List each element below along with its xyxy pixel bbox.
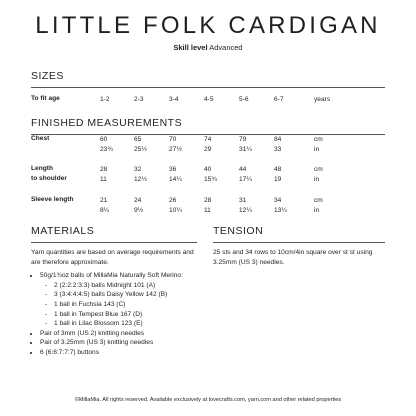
measurement-label: Length [31, 165, 53, 172]
cm-unit: cm [314, 166, 323, 173]
in-value: 13¼ [274, 207, 287, 214]
skill-level-value: Advanced [209, 43, 243, 52]
in-value: 12½ [134, 176, 147, 183]
footer-copyright: ©MillaMia. All rights reserved. Available exclusively at lovecrafts.com, yarn.com and other related properties [74, 397, 342, 403]
list-item: • Pair of 3.25mm (US 3) knitting needles [40, 338, 199, 348]
cm-value: 24 [134, 197, 142, 204]
tension-body [213, 248, 388, 271]
materials-body [31, 248, 199, 358]
in-value: 25½ [134, 146, 147, 153]
measurement-label-line2: to shoulder [31, 175, 67, 182]
in-value: 17¼ [239, 176, 252, 183]
cm-value: 28 [100, 166, 108, 173]
in-unit: in [314, 207, 320, 214]
cm-value: 28 [204, 197, 212, 204]
size-value: 1-2 [100, 96, 110, 103]
skill-level-label: Skill level [173, 43, 208, 52]
measurement-row-length [31, 164, 391, 188]
list-item: - 3 (3:4:4:4:5) balls Daisy Yellow 142 (B) [54, 290, 199, 300]
in-value: 8¼ [100, 207, 110, 214]
in-unit: in [314, 176, 320, 183]
cm-value: 40 [204, 166, 212, 173]
measurement-label: Chest [31, 135, 50, 142]
materials-heading: MATERIALS [31, 225, 95, 237]
in-value: 19 [274, 176, 282, 183]
list-item: • 6 (6:6:7:7:7) buttons [40, 348, 199, 358]
materials-list [31, 271, 199, 357]
in-value: 9½ [134, 207, 144, 214]
cm-value: 31 [239, 197, 247, 204]
cm-value: 84 [274, 136, 282, 143]
cm-value: 21 [100, 197, 108, 204]
cm-unit: cm [314, 197, 323, 204]
measurement-row-chest [31, 134, 391, 158]
cm-value: 79 [239, 136, 247, 143]
yarn-sublist [40, 281, 199, 329]
sizes-heading: SIZES [31, 70, 64, 82]
size-value: 5-6 [239, 96, 249, 103]
list-item: - 1 ball in Lilac Blossom 123 (E) [54, 319, 199, 329]
size-value: 4-5 [204, 96, 214, 103]
cm-value: 26 [169, 197, 177, 204]
tension-heading: TENSION [213, 225, 264, 237]
cm-value: 36 [169, 166, 177, 173]
cm-value: 44 [239, 166, 247, 173]
in-value: 27½ [169, 146, 182, 153]
cm-value: 32 [134, 166, 142, 173]
tension-divider [213, 242, 385, 243]
list-item: - 1 ball in Fuchsia 143 (C) [54, 300, 199, 310]
cm-unit: cm [314, 136, 323, 143]
sizes-divider [31, 87, 385, 88]
cm-value: 65 [134, 136, 142, 143]
in-value: 15¾ [204, 176, 217, 183]
list-item: - 2 (2:2:2:3:3) balls Midnight 101 (A) [54, 281, 199, 291]
tension-text: 25 sts and 34 rows to 10cm/4in square over st st using 3.25mm (US 3) needles. [213, 249, 373, 266]
in-value: 11 [100, 176, 107, 183]
size-value: 2-3 [134, 96, 144, 103]
cm-value: 34 [274, 197, 282, 204]
in-value: 29 [204, 146, 212, 153]
in-value: 33 [274, 146, 282, 153]
list-item [40, 271, 199, 329]
measurement-label: Sleeve length [31, 196, 74, 203]
size-value: 3-4 [169, 96, 179, 103]
sizes-row [31, 94, 391, 106]
in-value: 11 [204, 207, 211, 214]
cm-value: 48 [274, 166, 282, 173]
in-value: 23¾ [100, 146, 113, 153]
cm-value: 74 [204, 136, 212, 143]
cm-value: 60 [100, 136, 108, 143]
measurement-row-sleeve [31, 195, 391, 219]
cm-value: 70 [169, 136, 177, 143]
size-value: 6-7 [274, 96, 284, 103]
yarn-main: 50g/1¾oz balls of MillaMia Naturally Soft Merino: [40, 272, 183, 280]
skill-level [0, 43, 416, 52]
in-value: 10¼ [169, 207, 182, 214]
sizes-label: To fit age [31, 95, 60, 102]
in-value: 12¼ [239, 207, 252, 214]
materials-divider [31, 242, 197, 243]
sizes-unit: years [314, 96, 331, 103]
materials-intro: Yarn quantities are based on average requirements and are therefore approximate. [31, 249, 194, 266]
list-item: - 1 ball in Tempest Blue 167 (D) [54, 310, 199, 320]
in-value: 14¼ [169, 176, 182, 183]
page-title: LITTLE FOLK CARDIGAN [35, 12, 381, 39]
in-unit: in [314, 146, 320, 153]
in-value: 31¼ [239, 146, 252, 153]
finished-heading: FINISHED MEASUREMENTS [31, 117, 183, 129]
list-item: • Pair of 3mm (US 2) knitting needles [40, 329, 199, 339]
